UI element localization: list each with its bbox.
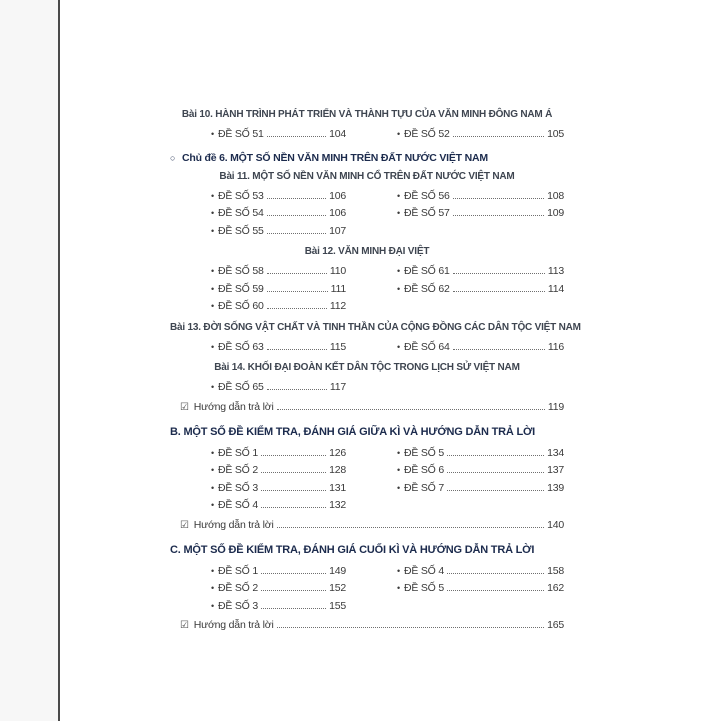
- bullet-icon: •: [211, 129, 214, 139]
- dot-leader: [453, 195, 544, 199]
- toc-entry-label: ĐỀ SỐ 5: [403, 582, 444, 594]
- toc-entry-label: ĐỀ SỐ 58: [217, 265, 264, 277]
- toc-entry-row: [211, 205, 564, 223]
- toc-entry-row: [211, 563, 564, 581]
- dot-leader: [453, 346, 545, 350]
- dot-leader: [277, 524, 544, 528]
- table-of-contents: [170, 103, 581, 635]
- bullet-icon: •: [397, 447, 400, 458]
- toc-entry-label: ĐỀ SỐ 55: [217, 224, 264, 237]
- dot-leader: [447, 452, 544, 456]
- dot-leader: [447, 570, 544, 574]
- dot-leader: [261, 504, 326, 508]
- page-number: 108: [547, 189, 564, 202]
- page-number: 165: [547, 619, 564, 631]
- toc-entry-group: [211, 445, 564, 515]
- dot-leader: [453, 288, 545, 292]
- toc-entry: [211, 205, 346, 223]
- dot-leader: [267, 212, 326, 216]
- toc-entry-label: ĐỀ SỐ 63: [217, 340, 264, 353]
- toc-entry-label: ĐỀ SỐ 60: [217, 300, 264, 312]
- bullet-icon: •: [211, 301, 214, 311]
- page-number: 131: [329, 481, 346, 494]
- toc-entry-label: ĐỀ SỐ 2: [217, 464, 258, 476]
- page-number: 113: [547, 265, 564, 277]
- toc-entry-label: ĐỀ SỐ 53: [217, 189, 264, 202]
- toc-entry-row: [211, 339, 564, 357]
- page-number: 134: [547, 446, 564, 459]
- toc-lesson-heading: Bài 11. MỘT SỐ NỀN VĂN MINH CỔ TRÊN ĐẤT NƯỚC VIỆT NAM: [219, 170, 515, 182]
- dot-leader: [261, 452, 326, 456]
- toc-entry-row: [211, 263, 564, 281]
- toc-entry-label: ĐỀ SỐ 5: [403, 446, 444, 459]
- circle-icon: ○: [170, 152, 176, 163]
- toc-entry: [211, 379, 346, 397]
- toc-entry-label: ĐỀ SỐ 3: [217, 599, 258, 612]
- dot-leader: [447, 587, 544, 591]
- dot-leader: [267, 230, 326, 234]
- dot-leader: [447, 469, 544, 473]
- checkbox-icon: ☑: [180, 519, 189, 531]
- toc-entry-label: ĐỀ SỐ 64: [403, 340, 450, 353]
- dot-leader: [261, 570, 326, 574]
- toc-entry: [397, 445, 564, 463]
- page-number: 106: [329, 207, 346, 219]
- toc-entry-row: [211, 281, 564, 299]
- toc-entry-label: ĐỀ SỐ 59: [217, 282, 264, 295]
- toc-entry-label: ĐỀ SỐ 7: [403, 481, 444, 494]
- bullet-icon: •: [397, 341, 400, 352]
- bullet-icon: •: [211, 583, 214, 593]
- dot-leader: [261, 605, 326, 609]
- page-number: 162: [547, 582, 564, 594]
- toc-entry-label: ĐỀ SỐ 54: [217, 207, 264, 219]
- page-number: 104: [329, 128, 346, 140]
- toc-entry: [211, 223, 346, 241]
- dot-leader: [267, 346, 327, 350]
- toc-entry: [397, 480, 564, 498]
- page-number: 132: [329, 499, 346, 511]
- toc-entry-row: [211, 480, 564, 498]
- toc-section-heading: C. MỘT SỐ ĐỀ KIỂM TRA, ĐÁNH GIÁ CUỐI KÌ VÀ HƯỚNG DẪN TRẢ LỜI: [170, 543, 535, 556]
- toc-entry-label: ĐỀ SỐ 2: [217, 582, 258, 594]
- toc-entry-row: [211, 462, 564, 480]
- toc-entry: [211, 580, 346, 598]
- dot-leader: [261, 487, 326, 491]
- page-number: 117: [329, 381, 346, 393]
- toc-entry: [211, 339, 346, 357]
- bullet-icon: •: [397, 482, 400, 493]
- toc-entry-label: ĐỀ SỐ 4: [217, 499, 258, 511]
- page-number: 106: [329, 189, 346, 202]
- toc-entry: [211, 563, 346, 581]
- dot-leader: [267, 195, 326, 199]
- toc-entry-label: ĐỀ SỐ 1: [217, 564, 258, 577]
- toc-entry: [397, 188, 564, 206]
- toc-entry-row: [211, 580, 564, 598]
- toc-section-heading: B. MỘT SỐ ĐỀ KIỂM TRA, ĐÁNH GIÁ GIỮA KÌ VÀ HƯỚNG DẪN TRẢ LỜI: [170, 425, 535, 438]
- bullet-icon: •: [211, 482, 214, 493]
- toc-entry-label: ĐỀ SỐ 1: [217, 446, 258, 459]
- toc-lesson-heading: Bài 13. ĐỜI SỐNG VẬT CHẤT VÀ TINH THẦN CỦA CỘNG ĐỒNG CÁC DÂN TỘC VIỆT NAM: [170, 321, 581, 333]
- toc-lesson-heading: Bài 10. HÀNH TRÌNH PHÁT TRIỂN VÀ THÀNH TỰU CỦA VĂN MINH ĐÔNG NAM Á: [181, 109, 553, 120]
- toc-entry-row: [211, 497, 564, 515]
- page-number: 116: [547, 340, 564, 353]
- toc-entry-row: [211, 298, 564, 316]
- answer-guide-row: [180, 398, 564, 417]
- toc-chapter-heading: [170, 151, 564, 165]
- page-number: 137: [547, 464, 564, 476]
- bullet-icon: •: [397, 208, 400, 218]
- toc-entry: [211, 126, 346, 144]
- toc-entry-label: ĐỀ SỐ 61: [403, 265, 450, 277]
- toc-entry-label: ĐỀ SỐ 57: [403, 207, 450, 219]
- dot-leader: [277, 624, 544, 628]
- dot-leader: [267, 305, 327, 309]
- dot-leader: [261, 469, 326, 473]
- bullet-icon: •: [397, 565, 400, 576]
- bullet-icon: •: [397, 465, 400, 475]
- dot-leader: [267, 133, 326, 137]
- bullet-icon: •: [211, 465, 214, 475]
- page-left-margin: [0, 0, 58, 721]
- toc-entry-row: [211, 445, 564, 463]
- page-number: 114: [547, 282, 564, 295]
- toc-entry: [211, 263, 346, 281]
- page-number: 107: [329, 224, 346, 237]
- page-number: 128: [329, 464, 346, 476]
- bullet-icon: •: [397, 129, 400, 139]
- page-number: 152: [329, 582, 346, 594]
- toc-chapter-heading-text: Chủ đề 6. MỘT SỐ NỀN VĂN MINH TRÊN ĐẤT NƯỚC VIỆT NAM: [179, 151, 488, 164]
- toc-entry: [397, 462, 564, 480]
- toc-entry: [397, 205, 564, 223]
- toc-entry: [211, 445, 346, 463]
- bullet-icon: •: [397, 283, 400, 294]
- toc-entry: [397, 126, 564, 144]
- toc-lesson-heading: Bài 14. KHỐI ĐẠI ĐOÀN KẾT DÂN TỘC TRONG LỊCH SỬ VIỆT NAM: [214, 362, 520, 373]
- toc-entry-label: ĐỀ SỐ 4: [403, 564, 444, 577]
- page-number: 158: [547, 564, 564, 577]
- toc-entry-label: ĐỀ SỐ 51: [217, 128, 264, 140]
- dot-leader: [453, 133, 544, 137]
- toc-entry-row: [211, 379, 564, 397]
- answer-guide-label: Hướng dẫn trả lời: [193, 619, 274, 631]
- dot-leader: [453, 270, 545, 274]
- bullet-icon: •: [211, 225, 214, 236]
- bullet-icon: •: [211, 266, 214, 276]
- page-number: 119: [547, 400, 564, 413]
- toc-entry-row: [211, 188, 564, 206]
- page-number: 149: [329, 564, 346, 577]
- toc-entry: [211, 480, 346, 498]
- dot-leader: [453, 212, 544, 216]
- bullet-icon: •: [211, 500, 214, 510]
- toc-entry: [397, 281, 564, 299]
- toc-entry: [397, 339, 564, 357]
- page-number: 139: [547, 481, 564, 494]
- dot-leader: [261, 587, 326, 591]
- toc-entry-label: ĐỀ SỐ 6: [403, 464, 444, 476]
- dot-leader: [267, 288, 328, 292]
- page-number: 140: [547, 518, 564, 531]
- bullet-icon: •: [211, 208, 214, 218]
- page-number: 126: [329, 446, 346, 459]
- dot-leader: [447, 487, 544, 491]
- dot-leader: [277, 406, 545, 410]
- page-number: 110: [329, 265, 346, 277]
- page-number: 105: [547, 128, 564, 140]
- bullet-icon: •: [211, 600, 214, 611]
- toc-entry-group: [211, 379, 564, 397]
- toc-entry: [397, 580, 564, 598]
- toc-entry-label: ĐỀ SỐ 56: [403, 189, 450, 202]
- toc-entry-group: [211, 339, 564, 357]
- bullet-icon: •: [397, 266, 400, 276]
- page-number: 112: [329, 300, 346, 312]
- bullet-icon: •: [211, 447, 214, 458]
- page-number: 155: [329, 599, 346, 612]
- answer-guide-row: [180, 616, 564, 635]
- page-number: 111: [330, 282, 346, 295]
- answer-guide-row: [180, 516, 564, 535]
- page-edge-line: [58, 0, 60, 721]
- page-number: 109: [547, 207, 564, 219]
- toc-entry-row: [211, 126, 564, 144]
- dot-leader: [267, 386, 327, 390]
- checkbox-icon: ☑: [180, 401, 189, 413]
- bullet-icon: •: [211, 382, 214, 392]
- toc-entry-label: ĐỀ SỐ 52: [403, 128, 450, 140]
- page-number: 115: [329, 340, 346, 353]
- answer-guide-label: Hướng dẫn trả lời: [193, 400, 274, 413]
- toc-entry-group: [211, 188, 564, 241]
- toc-entry: [397, 563, 564, 581]
- bullet-icon: •: [211, 565, 214, 576]
- toc-entry-label: ĐỀ SỐ 62: [403, 282, 450, 295]
- toc-entry-group: [211, 263, 564, 316]
- bullet-icon: •: [211, 283, 214, 294]
- toc-entry-group: [211, 126, 564, 144]
- toc-entry: [211, 188, 346, 206]
- toc-entry-group: [211, 563, 564, 616]
- toc-entry-row: [211, 598, 564, 616]
- toc-entry: [211, 497, 346, 515]
- toc-entry: [211, 462, 346, 480]
- checkbox-icon: ☑: [180, 620, 189, 631]
- toc-entry-label: ĐỀ SỐ 3: [217, 481, 258, 494]
- toc-lesson-heading: Bài 12. VĂN MINH ĐẠI VIỆT: [304, 246, 430, 257]
- toc-entry: [211, 281, 346, 299]
- toc-entry: [211, 598, 346, 616]
- toc-entry: [211, 298, 346, 316]
- answer-guide-label: Hướng dẫn trả lời: [193, 518, 274, 531]
- toc-entry-row: [211, 223, 564, 241]
- bullet-icon: •: [397, 190, 400, 201]
- bullet-icon: •: [211, 190, 214, 201]
- bullet-icon: •: [211, 341, 214, 352]
- dot-leader: [267, 270, 327, 274]
- toc-entry: [397, 263, 564, 281]
- bullet-icon: •: [397, 583, 400, 593]
- toc-entry-label: ĐỀ SỐ 65: [217, 381, 264, 393]
